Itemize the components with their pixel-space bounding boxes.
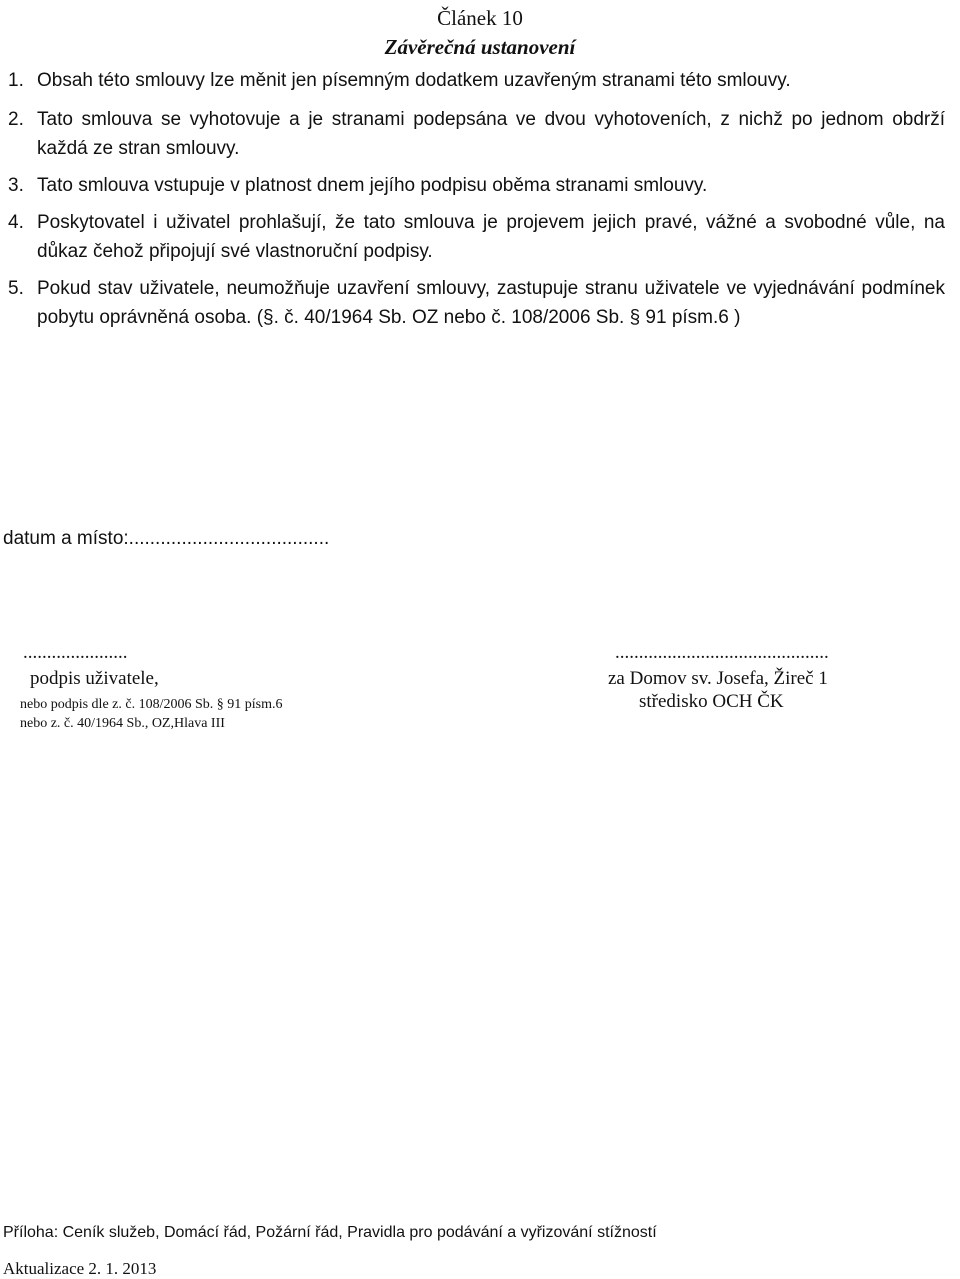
clause-text: Poskytovatel i uživatel prohlašují, že tato smlouva je projevem jejich pravé, vážné a svobodné vůle, na důkaz čehož připojují své vlastnoruční podpisy. (37, 212, 945, 262)
clause-number: 4. (8, 212, 24, 233)
clause-3 (0, 171, 945, 200)
clause-number: 1. (8, 70, 24, 91)
clause-text: Tato smlouva se vyhotovuje a je stranami podepsána ve dvou vyhotoveních, z nichž po jednom obdrží každá ze stran smlouvy. (37, 109, 945, 159)
signature-title-provider: za Domov sv. Josefa, Žireč 1 (608, 668, 828, 689)
article-title: Závěrečná ustanovení (384, 35, 576, 59)
clause-1 (0, 66, 945, 95)
clause-4 (0, 208, 945, 266)
signature-line-provider: ............................................. (615, 642, 829, 663)
clause-5 (0, 274, 945, 332)
clause-text: Tato smlouva vstupuje v platnost dnem jejího podpisu oběma stranami smlouvy. (37, 175, 708, 196)
signature-subtitle-provider: středisko OCH ČK (639, 691, 784, 712)
signature-note-1: nebo podpis dle z. č. 108/2006 Sb. § 91 písm.6 (20, 697, 283, 712)
update-date: Aktualizace 2. 1. 2013 (3, 1259, 157, 1278)
clause-text: Pokud stav uživatele, neumožňuje uzavření smlouvy, zastupuje stranu uživatele ve vyjednávání podmínek pobytu oprávněná osoba. (§. č. 40/1964 Sb. OZ nebo č. 108/2006 Sb. § 91 písm.6 ) (37, 278, 945, 328)
clause-number: 3. (8, 175, 24, 196)
clause-number: 2. (8, 109, 24, 130)
article-number: Článek 10 (437, 6, 523, 30)
clause-2 (0, 105, 945, 163)
attachments-line: Příloha: Ceník služeb, Domácí řád, Požární řád, Pravidla pro podávání a vyřizování stížností (3, 1224, 657, 1241)
date-place-field: datum a místo:...................................... (3, 528, 330, 549)
clause-text: Obsah této smlouvy lze měnit jen písemným dodatkem uzavřeným stranami této smlouvy. (37, 70, 791, 91)
signature-note-2: nebo z. č. 40/1964 Sb., OZ,Hlava III (20, 716, 225, 731)
clause-number: 5. (8, 278, 24, 299)
signature-line-user: ...................... (23, 642, 128, 663)
article-heading (0, 4, 960, 62)
signature-title-user: podpis uživatele, (30, 668, 159, 689)
